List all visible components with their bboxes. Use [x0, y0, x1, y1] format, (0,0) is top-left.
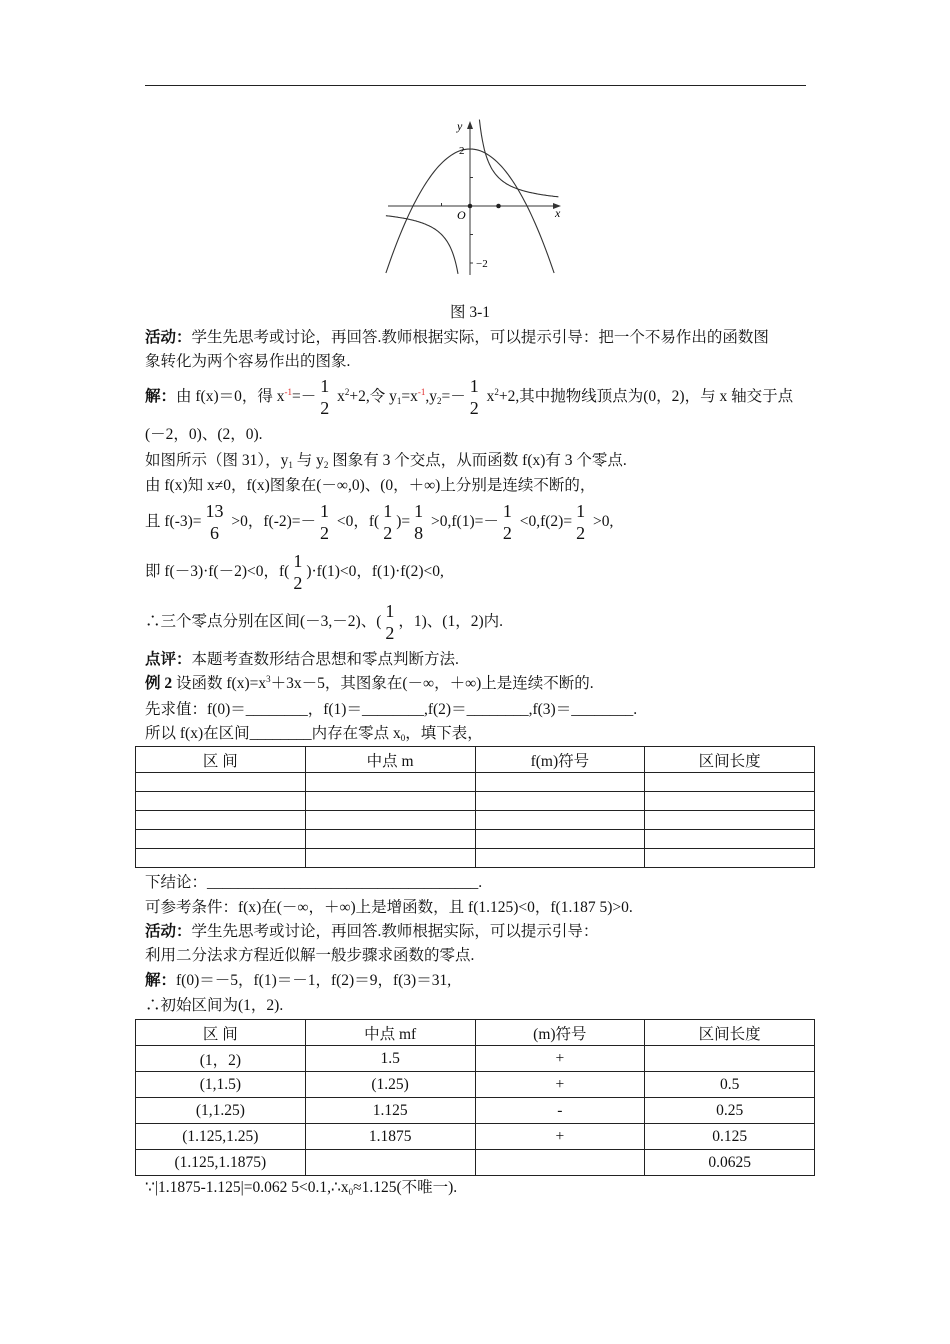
table-row: (1，2) 1.5 +: [136, 1046, 815, 1072]
table-row: (1.125,1.25) 1.1875 + 0.125: [136, 1124, 815, 1150]
header-rule: [145, 85, 806, 86]
solution-1-conclusion: ∴三个零点分别在区间(－3,－2)、( 1 2 ，1)、(1，2)内.: [145, 601, 503, 644]
final-result: ∵|1.1875-1.125|=0.062 $5<0.1,\therefore x_0\approx 1.125$(不唯一).: [145, 1179, 458, 1197]
comment: 点评：本题考查数形结合思想和零点判断方法.: [145, 651, 459, 668]
point-origin: [468, 204, 473, 209]
blank-bisection-table: [135, 746, 815, 868]
example-2-values: 先求值：f(0)＝________，f(1)＝________,f(2)＝________,f(3)＝________.: [145, 701, 638, 718]
solution-1-line: 解：由 f(x)＝0，得 $x^{-1}=-$ 1 2 $x^2+2$,令 $y_1=x^{-1},y_2=-$ 1 2 $x^2+2$,其中抛物线顶点为(0，2)，与 x 轴交于点: [145, 376, 794, 419]
table-row: [136, 849, 815, 868]
hyperbola-left-branch: [386, 216, 458, 274]
table-header-row: 区 间 中点 m f(m)符号 区间长度: [136, 747, 815, 773]
table-row: [136, 773, 815, 792]
fraction: 1 2: [469, 376, 479, 419]
solution-2: 解：f(0)＝－5，f(1)＝－1，f(2)＝9，f(3)＝31,: [145, 972, 452, 989]
example-2-interval: 所以 f(x)在区间________内存在零点 $x_0$，填下表，: [145, 725, 483, 743]
example-2: 例 2 设函数 $f(x)=x^3+3x-5$，其图象在(－∞，＋∞)上是连续不断的.: [145, 674, 594, 692]
table-row: (1.125,1.1875) 0.0625: [136, 1150, 815, 1176]
table-row: [136, 792, 815, 811]
function-graph: [385, 115, 565, 280]
activity-1-cont: 象转化为两个容易作出的图象.: [145, 353, 351, 370]
axis-y-label: y: [457, 119, 463, 133]
tick-label-neg2: −2: [476, 258, 488, 270]
origin-label: O: [457, 208, 466, 222]
y-axis-arrow: [467, 121, 473, 129]
tick-label-2: 2: [459, 145, 465, 157]
fraction: 1 2: [320, 376, 330, 419]
solution-2-interval: ∴初始区间为(1，2).: [145, 997, 284, 1014]
table-row: (1,1.25) 1.125 - 0.25: [136, 1098, 815, 1124]
table-row: [136, 830, 815, 849]
conclusion-blank: 下结论：___________________________________.: [145, 874, 483, 891]
table-row: (1,1.5) (1.25) + 0.5: [136, 1072, 815, 1098]
solution-1-values: 且 f(-3)= 13 6 >0，f(-2)=－ 1 2 <0，f( 1 2 )= 1 8 >0,f(1)=－ 1 2 <0,f(2)= 1 2 >0,: [145, 501, 614, 544]
hint: 可参考条件：f(x)在(－∞，＋∞)上是增函数，且 f(1.125)<0，f(1.187 5)>0.: [145, 899, 633, 916]
solution-1-points: (－2，0)、(2，0).: [145, 426, 263, 443]
activity-2: 活动：学生先思考或讨论，再回答.教师根据实际，可以提示引导：: [145, 923, 599, 940]
bisection-table: [135, 1019, 815, 1176]
figure-caption: 图 3-1: [449, 304, 491, 321]
solution-1-products: 即 f(－3)·f(－2)<0，f( 1 2 )·f(1)<0，f(1)·f(2)<0,: [145, 551, 444, 594]
solution-1-intersections: 如图所示（图 31），$y_1$ 与 $y_2$ 图象有 3 个交点，从而函数 f(x)有 3 个零点.: [145, 452, 627, 470]
hyperbola-right-branch: [479, 120, 558, 197]
table-header-row: 区 间 中点 mf (m)符号 区间长度: [136, 1020, 815, 1046]
activity-2-cont: 利用二分法求方程近似解一般步骤求函数的零点.: [145, 947, 475, 964]
table-row: [136, 811, 815, 830]
activity-1: 活动：学生先思考或讨论，再回答.教师根据实际，可以提示引导：把一个不易作出的函数图: [145, 329, 769, 346]
point-one: [496, 204, 501, 209]
axis-x-label: x: [555, 206, 561, 220]
solution-1-continuity: 由 f(x)知 x≠0，f(x)图象在(－∞,0)、(0，＋∞)上分别是连续不断的，: [145, 477, 596, 494]
